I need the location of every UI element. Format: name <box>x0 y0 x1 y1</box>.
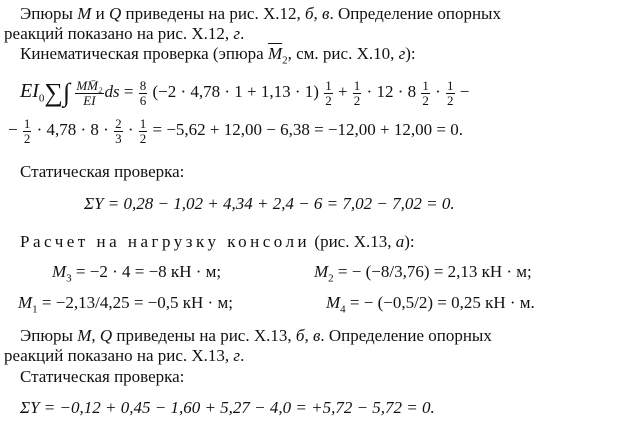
text: и <box>91 4 109 23</box>
fraction <box>421 79 430 108</box>
text: Статическая проверка: <box>20 162 185 181</box>
moment-m1 <box>18 293 233 319</box>
text: · <box>123 120 138 139</box>
symbol-M: M <box>18 293 33 312</box>
text: Статическая проверка: <box>20 367 185 386</box>
text: ): <box>405 44 416 63</box>
text: реакций показано на рис. X.12, <box>4 24 234 43</box>
figure-ref: г <box>398 44 406 63</box>
text: Кинематическая проверка (эпюра <box>20 44 268 63</box>
static-check-heading-1 <box>20 162 184 182</box>
equals: = <box>119 82 138 101</box>
text: (рис. X.13, <box>310 232 396 251</box>
figure-ref: а <box>395 232 405 251</box>
text: . <box>240 346 245 365</box>
denominator: 2 <box>447 92 454 108</box>
symbol-M: M <box>314 262 329 281</box>
symbol-M-bar: $\overline{M}$ <box>267 44 283 63</box>
denominator: 2 <box>139 130 147 146</box>
fraction <box>324 79 333 108</box>
ds-symbol: ds <box>104 82 120 101</box>
text: − <box>8 120 22 139</box>
fraction <box>75 79 103 108</box>
kinematic-equation-line-1 <box>20 74 469 115</box>
fraction <box>139 79 148 108</box>
text: , <box>91 326 100 345</box>
text: . Определение опорных <box>320 326 492 345</box>
fraction <box>353 79 362 108</box>
text: приведены на рис. X.12, <box>121 4 305 23</box>
subscript: 2 <box>328 272 334 285</box>
subscript: 4 <box>340 303 346 316</box>
text: . Определение опорных <box>329 4 501 23</box>
text: · 12 · 8 <box>362 82 421 101</box>
fraction <box>114 117 123 146</box>
moment-m4 <box>326 293 535 319</box>
figure-ref: г <box>233 346 241 365</box>
equation: ΣY = −0,12 + 0,45 − 1,60 + 5,27 − 4,0 = +5,72 − 5,72 = 0. <box>20 398 435 417</box>
numerator: 1 <box>325 77 332 93</box>
subscript: 3 <box>66 272 72 285</box>
numerator: 1 <box>447 77 454 93</box>
static-check-equation-2 <box>20 398 435 418</box>
figure-ref: б, в <box>295 326 321 345</box>
denominator: 2 <box>422 92 429 108</box>
denominator: 3 <box>115 130 122 146</box>
numerator: 1 <box>139 115 147 131</box>
text: = −2 · 4 = −8 кН · м; <box>71 262 222 281</box>
text: Эпюры <box>20 4 78 23</box>
symbol-M: M <box>77 4 92 23</box>
spaced-text: Расчет на нагрузку консоли <box>20 232 311 251</box>
text: = −2,13/4,25 = −0,5 кН · м; <box>37 293 233 312</box>
text: , см. рис. X.10, <box>287 44 399 63</box>
denominator: EI <box>83 92 96 108</box>
static-check-equation-1 <box>84 194 455 214</box>
integral-symbol: ∫ <box>62 78 71 108</box>
moment-m3 <box>52 262 221 288</box>
text: = − (−0,5/2) = 0,25 кН · м. <box>345 293 535 312</box>
kinematic-equation-line-2 <box>8 114 463 146</box>
text: = −5,62 + 12,00 − 6,38 = −12,00 + 12,00 = 0. <box>148 120 463 139</box>
paragraph-2-line-2 <box>4 346 244 366</box>
text: · <box>430 82 446 101</box>
text: реакций показано на рис. X.13, <box>4 346 234 365</box>
kinematic-check-heading <box>20 44 416 70</box>
fraction <box>23 117 32 146</box>
equation: ΣY = 0,28 − 1,02 + 4,34 + 2,4 − 6 = 7,02 − 7,02 = 0. <box>84 194 455 213</box>
numerator: 1 <box>23 115 31 131</box>
text: ): <box>404 232 415 251</box>
symbol-Q: Q <box>108 4 122 23</box>
symbol-M: M <box>326 293 341 312</box>
text: · 4,78 · 8 · <box>32 120 114 139</box>
denominator: 2 <box>23 130 31 146</box>
paragraph-2-line-1 <box>20 326 492 346</box>
figure-ref: б, в <box>305 4 330 23</box>
paragraph-1-line-2 <box>4 24 244 44</box>
paragraph-1-line-1 <box>20 4 501 24</box>
sum-symbol: ∑ <box>44 78 63 108</box>
numerator: 1 <box>422 77 429 93</box>
numerator: 2 <box>115 115 122 131</box>
numerator: 8 <box>139 77 147 93</box>
fraction <box>446 79 455 108</box>
text: приведены на рис. X.13, <box>112 326 296 345</box>
text: Эпюры <box>20 326 78 345</box>
subscript: 1 <box>32 303 38 316</box>
denominator: 6 <box>139 92 147 108</box>
subscript: 0 <box>38 92 45 105</box>
subscript: 2 <box>282 54 288 67</box>
figure-ref: г <box>233 24 241 43</box>
symbol-Q: Q <box>99 326 113 345</box>
denominator: 2 <box>353 92 361 108</box>
static-check-heading-2 <box>20 367 184 387</box>
text: . <box>240 24 245 43</box>
denominator: 2 <box>325 92 332 108</box>
console-load-heading <box>20 232 415 252</box>
fraction <box>139 117 148 146</box>
EI-symbol: EI <box>20 80 39 102</box>
text: = − (−8/3,76) = 2,13 кН · м; <box>333 262 532 281</box>
symbol-M: M <box>52 262 67 281</box>
numerator: 1 <box>353 77 361 93</box>
numerator: MM̄₂ <box>76 77 103 93</box>
text: (−2 · 4,78 · 1 + 1,13 · 1) <box>148 82 324 101</box>
text: − <box>455 82 470 101</box>
moment-m2 <box>314 262 532 288</box>
text: + <box>333 82 352 101</box>
symbol-M: M <box>77 326 92 345</box>
